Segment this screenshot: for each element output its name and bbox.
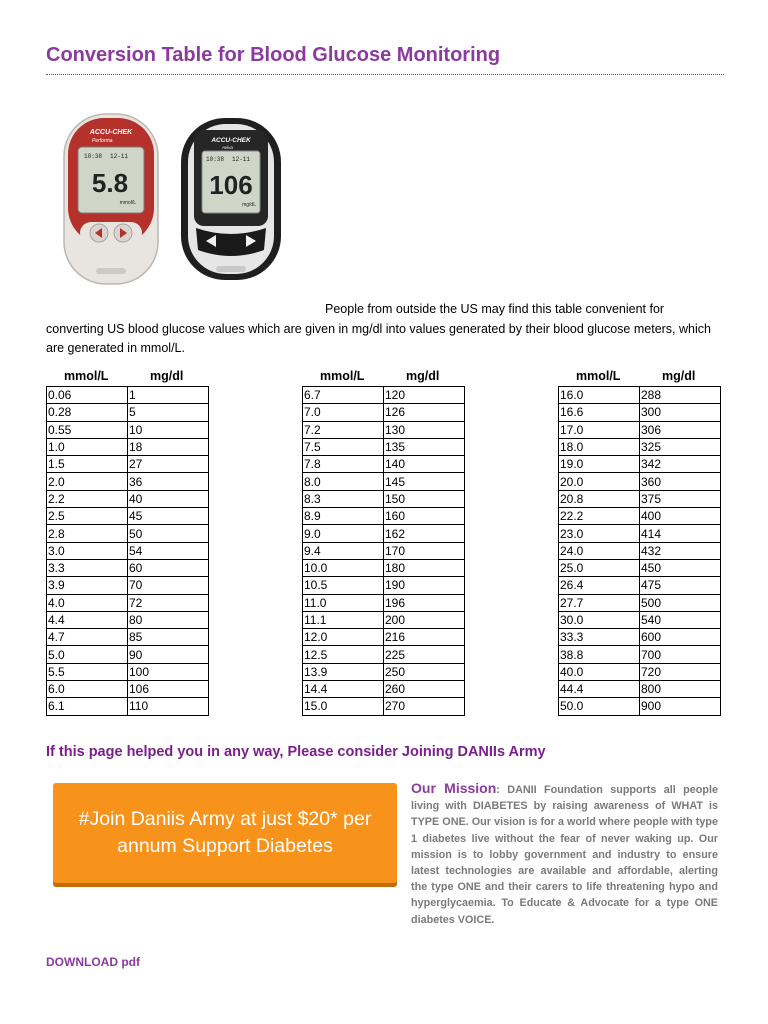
table-row	[47, 473, 209, 490]
mmol-cell: 18.0	[559, 438, 640, 455]
glucose-meters-image	[46, 90, 286, 302]
table-row	[47, 611, 209, 628]
table-row	[303, 681, 465, 698]
mmol-cell: 38.8	[559, 646, 640, 663]
mmol-cell: 12.5	[303, 646, 384, 663]
mmol-cell: 1.0	[47, 438, 128, 455]
title-divider	[46, 74, 724, 75]
table-3-header	[558, 368, 721, 386]
table-row	[559, 559, 721, 576]
table-row	[559, 542, 721, 559]
intro-line-2: converting US blood glucose values which are given in mg/dl into values generated by their blood glucose meters, which are generated in mmol/L.	[46, 321, 711, 355]
mmol-cell: 8.0	[303, 473, 384, 490]
mmol-cell: 3.3	[47, 559, 128, 576]
table-row	[303, 629, 465, 646]
mission-statement	[411, 780, 718, 928]
mgdl-cell: 216	[384, 629, 465, 646]
table-row	[303, 490, 465, 507]
intro-line-1: People from outside the US may find this table convenient for	[325, 302, 665, 316]
mmol-cell: 7.0	[303, 404, 384, 421]
mission-body: DANII Foundation supports all people living with DIABETES by raising awareness of WHAT is TYPE ONE. Our vision is for a world where people with type 1 diabetes live without the fear of never waking up. Our mission is to lobby government and industry to ensure latest technologies are available and affordable, alerting the type ONE and their carers to life threatening hypo and hyperglycaemia. To Educate & Advocate for a type ONE diabetes VOICE.	[411, 784, 718, 926]
mmol-cell: 10.0	[303, 559, 384, 576]
mgdl-cell: 80	[128, 611, 209, 628]
table-row	[47, 646, 209, 663]
mgdl-cell: 196	[384, 594, 465, 611]
table-row	[47, 508, 209, 525]
mgdl-cell: 10	[128, 421, 209, 438]
mmol-cell: 16.6	[559, 404, 640, 421]
table-row	[303, 421, 465, 438]
table-row	[47, 577, 209, 594]
mgdl-cell: 27	[128, 456, 209, 473]
mmol-cell: 7.5	[303, 438, 384, 455]
header-mgdl: mg/dl	[406, 369, 440, 383]
table-row	[559, 698, 721, 715]
table-row	[47, 438, 209, 455]
table-row	[303, 525, 465, 542]
mgdl-cell: 432	[640, 542, 721, 559]
mgdl-cell: 300	[640, 404, 721, 421]
join-army-button-label: #Join Daniis Army at just $20* per annum Support Diabetes	[78, 808, 372, 857]
mmol-cell: 27.7	[559, 594, 640, 611]
mmol-cell: 15.0	[303, 698, 384, 715]
mmol-cell: 20.0	[559, 473, 640, 490]
table-row	[559, 490, 721, 507]
mmol-cell: 17.0	[559, 421, 640, 438]
mmol-cell: 3.9	[47, 577, 128, 594]
mgdl-cell: 475	[640, 577, 721, 594]
mgdl-cell: 106	[128, 681, 209, 698]
mgdl-cell: 600	[640, 629, 721, 646]
conversion-table-2-block	[302, 368, 465, 716]
mgdl-cell: 900	[640, 698, 721, 715]
mgdl-cell: 1	[128, 387, 209, 404]
mgdl-cell: 18	[128, 438, 209, 455]
mgdl-cell: 162	[384, 525, 465, 542]
mgdl-cell: 145	[384, 473, 465, 490]
table-row	[303, 594, 465, 611]
mmol-cell: 9.0	[303, 525, 384, 542]
mmol-cell: 10.5	[303, 577, 384, 594]
mmol-cell: 14.4	[303, 681, 384, 698]
table-row	[559, 438, 721, 455]
mmol-cell: 4.4	[47, 611, 128, 628]
mmol-cell: 22.2	[559, 508, 640, 525]
mmol-cell: 5.5	[47, 663, 128, 680]
mgdl-cell: 225	[384, 646, 465, 663]
table-row	[47, 542, 209, 559]
header-mmol: mmol/L	[320, 369, 365, 383]
meter1-reading: 5.8	[91, 168, 129, 198]
mgdl-cell: 72	[128, 594, 209, 611]
mgdl-cell: 90	[128, 646, 209, 663]
meter2-brand: ACCU-CHEK	[211, 137, 251, 144]
mgdl-cell: 360	[640, 473, 721, 490]
mmol-cell: 4.0	[47, 594, 128, 611]
mmol-cell: 11.1	[303, 611, 384, 628]
mission-separator: :	[496, 784, 508, 796]
mmol-cell: 11.0	[303, 594, 384, 611]
mgdl-cell: 40	[128, 490, 209, 507]
mgdl-cell: 342	[640, 456, 721, 473]
table-row	[559, 508, 721, 525]
mmol-cell: 6.0	[47, 681, 128, 698]
mgdl-cell: 70	[128, 577, 209, 594]
table-row	[47, 663, 209, 680]
mmol-cell: 0.06	[47, 387, 128, 404]
table-row	[47, 629, 209, 646]
table-row	[559, 611, 721, 628]
mgdl-cell: 200	[384, 611, 465, 628]
meter-performa	[64, 114, 158, 284]
table-row	[303, 404, 465, 421]
meter1-brand: ACCU-CHEK	[89, 129, 133, 136]
table-row	[559, 404, 721, 421]
table-row	[559, 681, 721, 698]
mmol-cell: 2.0	[47, 473, 128, 490]
page-title: Conversion Table for Blood Glucose Monitoring	[46, 44, 501, 66]
cta-heading: If this page helped you in any way, Please consider Joining DANIIs Army	[46, 744, 546, 760]
table-row	[303, 508, 465, 525]
mgdl-cell: 375	[640, 490, 721, 507]
conversion-table-3	[558, 386, 721, 716]
meter1-date: 12-11	[110, 153, 129, 160]
header-mgdl: mg/dl	[662, 369, 696, 383]
meter2-reading: 106	[209, 170, 253, 200]
mgdl-cell: 500	[640, 594, 721, 611]
mmol-cell: 12.0	[303, 629, 384, 646]
table-row	[47, 594, 209, 611]
table-row	[47, 456, 209, 473]
table-1-header	[46, 368, 209, 386]
mgdl-cell: 54	[128, 542, 209, 559]
table-row	[47, 387, 209, 404]
table-row	[303, 473, 465, 490]
mgdl-cell: 126	[384, 404, 465, 421]
mmol-cell: 23.0	[559, 525, 640, 542]
mmol-cell: 0.55	[47, 421, 128, 438]
table-row	[303, 577, 465, 594]
mmol-cell: 24.0	[559, 542, 640, 559]
mgdl-cell: 414	[640, 525, 721, 542]
table-row	[303, 663, 465, 680]
mgdl-cell: 60	[128, 559, 209, 576]
table-row	[559, 473, 721, 490]
mgdl-cell: 270	[384, 698, 465, 715]
table-2-header	[302, 368, 465, 386]
mgdl-cell: 700	[640, 646, 721, 663]
mmol-cell: 44.4	[559, 681, 640, 698]
mmol-cell: 9.4	[303, 542, 384, 559]
meter-aviva	[181, 118, 281, 280]
table-row	[47, 698, 209, 715]
mgdl-cell: 170	[384, 542, 465, 559]
download-pdf-link[interactable]: DOWNLOAD pdf	[46, 955, 140, 969]
mmol-cell: 6.7	[303, 387, 384, 404]
conversion-table-3-block	[558, 368, 721, 716]
mgdl-cell: 5	[128, 404, 209, 421]
mmol-cell: 19.0	[559, 456, 640, 473]
mgdl-cell: 800	[640, 681, 721, 698]
mmol-cell: 7.8	[303, 456, 384, 473]
conversion-table-2	[302, 386, 465, 716]
mgdl-cell: 720	[640, 663, 721, 680]
table-row	[559, 629, 721, 646]
mgdl-cell: 400	[640, 508, 721, 525]
mmol-cell: 2.5	[47, 508, 128, 525]
mgdl-cell: 325	[640, 438, 721, 455]
mgdl-cell: 180	[384, 559, 465, 576]
mmol-cell: 33.3	[559, 629, 640, 646]
mgdl-cell: 36	[128, 473, 209, 490]
mgdl-cell: 135	[384, 438, 465, 455]
mmol-cell: 40.0	[559, 663, 640, 680]
table-row	[559, 594, 721, 611]
mgdl-cell: 160	[384, 508, 465, 525]
table-row	[303, 438, 465, 455]
meter2-time: 10:38	[206, 156, 225, 163]
mgdl-cell: 306	[640, 421, 721, 438]
mmol-cell: 30.0	[559, 611, 640, 628]
mgdl-cell: 140	[384, 456, 465, 473]
mission-title: Our Mission	[411, 780, 497, 796]
mgdl-cell: 150	[384, 490, 465, 507]
mmol-cell: 4.7	[47, 629, 128, 646]
mmol-cell: 50.0	[559, 698, 640, 715]
meter1-time: 10:38	[84, 153, 103, 160]
mmol-cell: 2.2	[47, 490, 128, 507]
mmol-cell: 6.1	[47, 698, 128, 715]
table-row	[47, 490, 209, 507]
mmol-cell: 26.4	[559, 577, 640, 594]
meter2-date: 12-11	[232, 156, 251, 163]
meter2-unit: mg/dL	[242, 202, 256, 208]
table-row	[303, 559, 465, 576]
mgdl-cell: 250	[384, 663, 465, 680]
mmol-cell: 7.2	[303, 421, 384, 438]
table-row	[559, 525, 721, 542]
mgdl-cell: 120	[384, 387, 465, 404]
mmol-cell: 25.0	[559, 559, 640, 576]
mmol-cell: 8.3	[303, 490, 384, 507]
table-row	[47, 404, 209, 421]
mgdl-cell: 85	[128, 629, 209, 646]
mmol-cell: 1.5	[47, 456, 128, 473]
mgdl-cell: 450	[640, 559, 721, 576]
table-row	[303, 456, 465, 473]
table-row	[559, 577, 721, 594]
mgdl-cell: 190	[384, 577, 465, 594]
table-row	[303, 611, 465, 628]
mmol-cell: 2.8	[47, 525, 128, 542]
meter1-model: Performa	[92, 138, 113, 144]
mgdl-cell: 100	[128, 663, 209, 680]
table-row	[47, 559, 209, 576]
table-row	[559, 456, 721, 473]
intro-paragraph	[46, 300, 726, 359]
meter2-model: Aviva	[222, 145, 233, 150]
header-mgdl: mg/dl	[150, 369, 184, 383]
table-row	[303, 646, 465, 663]
mgdl-cell: 130	[384, 421, 465, 438]
table-row	[47, 421, 209, 438]
table-row	[559, 421, 721, 438]
mgdl-cell: 260	[384, 681, 465, 698]
table-row	[303, 542, 465, 559]
mmol-cell: 8.9	[303, 508, 384, 525]
table-row	[47, 525, 209, 542]
mgdl-cell: 288	[640, 387, 721, 404]
mmol-cell: 0.28	[47, 404, 128, 421]
table-row	[303, 387, 465, 404]
join-army-button[interactable]	[53, 783, 397, 883]
mmol-cell: 20.8	[559, 490, 640, 507]
mmol-cell: 13.9	[303, 663, 384, 680]
table-row	[559, 663, 721, 680]
meter1-unit: mmol/L	[119, 200, 136, 206]
conversion-table-1-block	[46, 368, 209, 716]
conversion-table-1	[46, 386, 209, 716]
header-mmol: mmol/L	[64, 369, 109, 383]
mgdl-cell: 540	[640, 611, 721, 628]
table-row	[47, 681, 209, 698]
mmol-cell: 5.0	[47, 646, 128, 663]
mmol-cell: 3.0	[47, 542, 128, 559]
mgdl-cell: 45	[128, 508, 209, 525]
table-row	[303, 698, 465, 715]
table-row	[559, 646, 721, 663]
header-mmol: mmol/L	[576, 369, 621, 383]
mmol-cell: 16.0	[559, 387, 640, 404]
table-row	[559, 387, 721, 404]
mgdl-cell: 50	[128, 525, 209, 542]
mgdl-cell: 110	[128, 698, 209, 715]
